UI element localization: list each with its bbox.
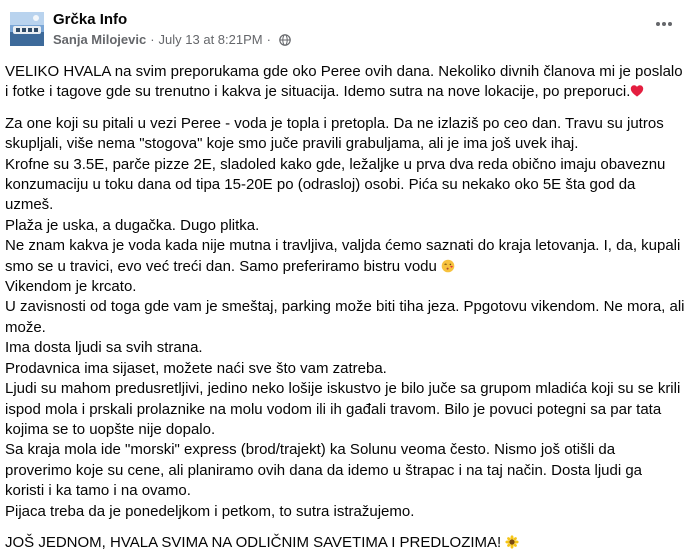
post-line — [5, 297, 685, 338]
face-blowing-kiss-icon — [441, 259, 455, 273]
post-line — [5, 440, 685, 501]
post-line — [5, 277, 685, 297]
intro-text: VELIKO HVALA na svim preporukama gde oko Peree ovih dana. Nekoliko divnih članova mi je poslalo i fotke i tagove gde su trenutno i kakva je situacija. Idemo sutra na nove lokacije, po preporuci. — [5, 63, 683, 101]
post-line — [5, 114, 685, 155]
group-avatar[interactable] — [10, 12, 44, 46]
line-text: Vikendom je krcato. — [5, 278, 137, 296]
post-line — [5, 379, 685, 440]
line-text: Ne znam kakva je voda kada nije mutna i travljiva, valjda ćemo saznati do kraja letovanja. I, da, kupali smo se u travici, evo već treći dan. Samo preferiramo bistru vodu — [5, 237, 681, 275]
post-meta — [53, 32, 291, 48]
line-text: Krofne su 3.5E, parče pizze 2E, sladoled kako gde, ležaljke u prva dva reda obično imaju obaveznu konzumaciju u toku dana od tipa 15-20E po (odrasloj) osobi. Pića su nekako oko 5E šta god da uzmeš. — [5, 155, 666, 214]
line-text: Za one koji su pitali u vezi Peree - voda je topla i pretopla. Da ne izlaziš po ceo dan. Travu su jutros skupljali, više nema "stogova" koje smo juče pravili grabuljama, ali je ima još uvek ihaj. — [5, 114, 664, 153]
post-line — [5, 502, 685, 522]
meta-separator-2: · — [266, 32, 271, 47]
line-text: Prodavnica ima sijaset, možete naći sve što vam zatreba. — [5, 359, 387, 377]
line-text: U zavisnosti od toga gde vam je smeštaj, parking može biti tiha jeza. Ppgotovu vikendom. Ne mora, ali može. — [5, 298, 685, 336]
line-text: Ljudi su mahom predusretljivi, jedino neko lošije iskustvo je bilo juče sa grupom mladića koji su se krili ispod mola i prskali prolaznike na molu vodom ili ih gađali travom. Bilo je povuci potegni sa par tata kojima se to uopšte nije dopalo. — [5, 380, 681, 438]
sunflower-icon — [505, 535, 519, 549]
post-line — [5, 155, 685, 216]
closing-text: JOŠ JEDNOM, HVALA SVIMA NA ODLIČNIM SAVETIMA I PREDLOZIMA! — [5, 533, 502, 551]
author-name[interactable]: Sanja Milojevic — [53, 32, 147, 47]
post-header — [0, 0, 689, 58]
line-text: Plaža je uska, a dugačka. Dugo plitka. — [5, 216, 260, 234]
post-line — [5, 236, 685, 277]
post-closing — [5, 533, 685, 553]
post-body — [5, 62, 685, 553]
group-name[interactable]: Grčka Info — [53, 11, 128, 28]
post-line — [5, 338, 685, 358]
post-timestamp[interactable]: July 13 at 8:21PM — [158, 32, 263, 47]
meta-separator: · — [150, 32, 155, 47]
globe-icon[interactable] — [279, 34, 291, 46]
line-text: Pijaca treba da je ponedeljkom i petkom, to sutra istražujemo. — [5, 502, 415, 520]
post-paragraph-intro — [5, 62, 685, 103]
post-line — [5, 359, 685, 379]
line-text: Ima dosta ljudi sa svih strana. — [5, 339, 203, 357]
red-heart-icon — [630, 84, 644, 98]
more-options-icon[interactable] — [656, 22, 672, 28]
post-line — [5, 216, 685, 236]
group-avatar-image — [10, 12, 44, 46]
line-text: Sa kraja mola ide "morski" express (brod/trajekt) ka Solunu veoma često. Nismo još otišli da proverimo koje su cene, ali planiramo ovih dana da idemo u štrapac i na taj način. Dosta ljudi ga koristi i ka tamo i na ovamo. — [5, 441, 643, 500]
